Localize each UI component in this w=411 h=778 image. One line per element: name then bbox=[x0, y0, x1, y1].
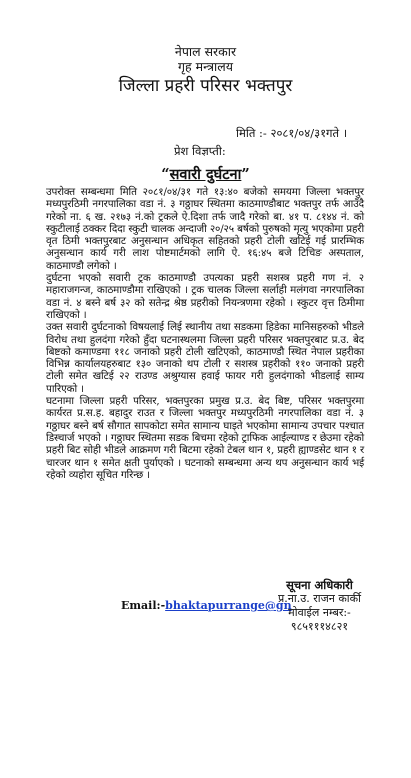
mobile-number: ९८५१११४८२१ bbox=[290, 620, 349, 633]
release-title bbox=[0, 164, 411, 184]
ministry-name: गृह मन्त्रालय bbox=[177, 59, 234, 74]
title-text: सवारी दुर्घटना bbox=[169, 166, 242, 183]
release-body bbox=[46, 186, 364, 481]
title-close-quote: ” bbox=[241, 166, 250, 183]
letterhead bbox=[0, 44, 411, 97]
title-open-quote: “ bbox=[161, 166, 170, 183]
body-paragraph: दुर्घटना भएको सवारी ट्रक काठमाण्डौ उपत्यका प्रहरी सशस्त्र प्रहरी गण नं. २ महाराजगन्ज, काठमाण्डौमा राखिएको । ट्रक चालक जिल्ला सर्लाही मलंगवा नगरपालिका वडा नं. ४ बस्ने बर्ष ३२ को सतेन्द्र श्रेष्ठ प्रहरीको नियन्त्रणमा रहेको । स्कुटर वृत्त ठिमीमा राखिएको । bbox=[46, 272, 364, 321]
release-date: मिति :- २०८१/०४/३१गते । bbox=[236, 126, 348, 140]
signature-block bbox=[278, 578, 361, 634]
body-paragraph: उपरोक्त सम्बन्धमा मिति २०८१/०४/३१ गते १३:४० बजेको समयमा जिल्ला भक्तपुर मध्यपुरठिमी नगरपालिका वडा नं. ३ गठ्ठाघर स्थितमा काठमाण्डौबाट भक्तपुर तर्फ आउँदै गरेको ना. ६ ख. २१७३ नं.को ट्रकले ऐ.दिशा तर्फ जादै गरेको बा. ४१ प. ८१४४ नं. को स्कुटीलाई ठक्कर दिदा स्कुटी चालक अन्दाजी २०/२५ बर्षको पुरुषको मृत्यु भएकोमा प्रहरी वृत ठिमी भक्तपुरबाट अनुसन्धान अधिकृत सहितको प्रहरी टोली खटिई गई प्रारम्भिक अनुसन्धान कार्य गरी लाश पोष्टमार्टमको लागि ऐ. १६:४५ बजे टिचिङ अस्पताल, काठमाण्डौ लगेको । bbox=[46, 186, 364, 272]
press-release-label: प्रेश विज्ञप्ती: bbox=[174, 144, 226, 158]
signatory-name: प्र.ना.उ. राजन कार्की bbox=[278, 592, 361, 605]
email-line bbox=[121, 599, 292, 612]
email-link[interactable]: bhaktapurrange@gn bbox=[165, 599, 292, 612]
mobile-label: मोवाईल नम्बर:- bbox=[288, 606, 351, 619]
office-name: जिल्ला प्रहरी परिसर भक्तपुर bbox=[118, 76, 293, 96]
body-paragraph: उक्त सवारी दुर्घटनाको विषयलाई लिई स्थानीय तथा सडकमा हिडेका मानिसहरुको भीडले विरोध तथा हुलदंगा गरेको हुँदा घटनास्थलमा जिल्ला प्रहरी परिसर भक्तपुरबाट प्र.उ. बेद बिष्टको कमाण्डमा ११८ जनाको प्रहरी टोली खटिएको, काठमाण्डौ स्थित नेपाल प्रहरीका विभिन्न कार्यालयहरुबाट १३० जनाको थप टोली र सशस्त्र प्रहरीको ११० जनाको प्रहरी टोली समेत खटिई २२ राउण्ड अश्रुग्यास हवाई फायर गरी हुलदंगाको भीडलाई साम्य पारिएको । bbox=[46, 321, 364, 395]
signatory-role: सूचना अधिकारी bbox=[286, 578, 353, 592]
government-name: नेपाल सरकार bbox=[174, 44, 237, 59]
body-paragraph: घटनामा जिल्ला प्रहरी परिसर, भक्तपुरका प्रमुख प्र.उ. बेद बिष्ट, परिसर भक्तपुरमा कार्यरत प्र.स.ह. बहादुर राउत र जिल्ला भक्तपुर मध्यपुरठिमी नगरपालिका वडा नं. ३ गठ्ठाघर बस्ने बर्ष सौगात सापकोटा समेत सामान्य घाइते भएकोमा सामान्य उपचार पश्चात डिस्चार्ज भएको । गठ्ठाघर स्थितमा सडक बिचमा रहेको ट्राफिक आईल्याण्ड र छेउमा रहेको प्रहरी बिट सोही भीडले आक्रमण गरी बिटमा रहेको टेबल थान १, प्रहरी ह्याण्डसेट थान १ र चारजर थान १ समेत क्षती पुर्याएको । घटनाको सम्बन्धमा अन्य थप अनुसन्धान कार्य भई रहेको व्यहोरा सूचित गरिन्छ । bbox=[46, 395, 365, 481]
email-label: Email:- bbox=[121, 599, 166, 612]
